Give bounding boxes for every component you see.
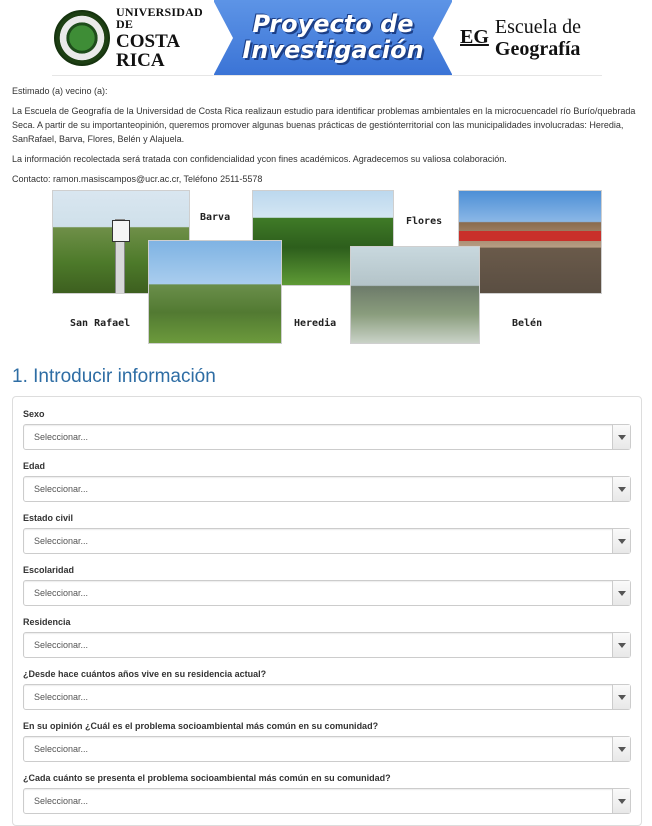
header-banner xyxy=(52,0,602,76)
field-edad xyxy=(23,461,631,502)
field-label: Estado civil xyxy=(23,513,74,523)
chevron-down-icon[interactable] xyxy=(612,633,630,657)
intro-paragraph-1: La Escuela de Geografía de la Universidad de Costa Rica realizaun estudio para identificar problemas ambientales en la microcuencadel río Burío/quebrada Seca. A partir de su importanteopinión, queremos promover algunas buenas prácticas de gestiónterritorial con las municipalidades involucradas: Heredia, SanRafael, Barva, Flores, Belén y Alajuela. xyxy=(12,106,636,144)
select-value: Seleccionar... xyxy=(34,744,89,754)
form-panel xyxy=(12,396,642,826)
photo-collage xyxy=(52,190,602,346)
field-problem-frequency xyxy=(23,773,631,814)
caption-san-rafael: San Rafael xyxy=(70,318,131,329)
field-common-problem xyxy=(23,721,631,762)
school-logo xyxy=(452,0,602,75)
chevron-down-icon[interactable] xyxy=(612,581,630,605)
chevron-down-icon[interactable] xyxy=(612,685,630,709)
chevron-down-icon[interactable] xyxy=(612,477,630,501)
contact-info: Contacto: ramon.masiscampos@ucr.ac.cr, Teléfono 2511-5578 xyxy=(12,174,263,184)
photo-drainage-channel xyxy=(350,246,480,344)
ucr-logo xyxy=(52,0,214,75)
section-title: 1. Introducir información xyxy=(12,366,216,387)
estado-civil-select[interactable] xyxy=(23,528,631,554)
common-problem-select[interactable] xyxy=(23,736,631,762)
field-label: Sexo xyxy=(23,409,45,419)
intro-text xyxy=(12,84,642,192)
select-value: Seleccionar... xyxy=(34,432,89,442)
sexo-select[interactable] xyxy=(23,424,631,450)
field-years-residence xyxy=(23,669,631,710)
chevron-down-icon[interactable] xyxy=(612,425,630,449)
project-title-line2: Investigación xyxy=(242,35,424,64)
greeting: Estimado (a) vecino (a): xyxy=(12,86,108,96)
select-value: Seleccionar... xyxy=(34,588,89,598)
select-value: Seleccionar... xyxy=(34,484,89,494)
project-title-line1: Proyecto de xyxy=(252,9,414,38)
field-label: ¿Desde hace cuántos años vive en su residencia actual? xyxy=(23,669,267,679)
school-name-line1: Escuela de xyxy=(494,15,581,38)
chevron-down-icon[interactable] xyxy=(612,737,630,761)
select-value: Seleccionar... xyxy=(34,536,89,546)
photo-valley-town xyxy=(148,240,282,344)
residencia-select[interactable] xyxy=(23,632,631,658)
field-estado-civil xyxy=(23,513,631,554)
field-label: Escolaridad xyxy=(23,565,75,575)
intro-paragraph-2: La información recolectada será tratada con confidencialidad ycon fines académicos. Agradecemos su valiosa colaboración. xyxy=(12,154,507,164)
field-sexo xyxy=(23,409,631,450)
chevron-down-icon[interactable] xyxy=(612,529,630,553)
edad-select[interactable] xyxy=(23,476,631,502)
years-residence-select[interactable] xyxy=(23,684,631,710)
field-escolaridad xyxy=(23,565,631,606)
caption-barva: Barva xyxy=(200,212,231,223)
escolaridad-select[interactable] xyxy=(23,580,631,606)
field-label: Residencia xyxy=(23,617,71,627)
field-label: ¿Cada cuánto se presenta el problema socioambiental más común en su comunidad? xyxy=(23,773,391,783)
caption-heredia: Heredia xyxy=(294,318,337,329)
school-name-line2: Geografía xyxy=(494,37,581,60)
caption-flores: Flores xyxy=(406,216,443,227)
project-title-graphic xyxy=(214,0,452,75)
select-value: Seleccionar... xyxy=(34,796,89,806)
field-label: Edad xyxy=(23,461,46,471)
ucr-name-line1: UNIVERSIDAD DE xyxy=(116,4,203,31)
caption-belen: Belén xyxy=(512,318,543,329)
university-seal-icon xyxy=(54,10,110,66)
select-value: Seleccionar... xyxy=(34,640,89,650)
select-value: Seleccionar... xyxy=(34,692,89,702)
field-label: En su opinión ¿Cuál es el problema socioambiental más común en su comunidad? xyxy=(23,721,379,731)
school-mark: EG xyxy=(460,26,489,48)
field-residencia xyxy=(23,617,631,658)
chevron-down-icon[interactable] xyxy=(612,789,630,813)
problem-frequency-select[interactable] xyxy=(23,788,631,814)
ucr-name-line2: COSTA RICA xyxy=(116,30,180,71)
